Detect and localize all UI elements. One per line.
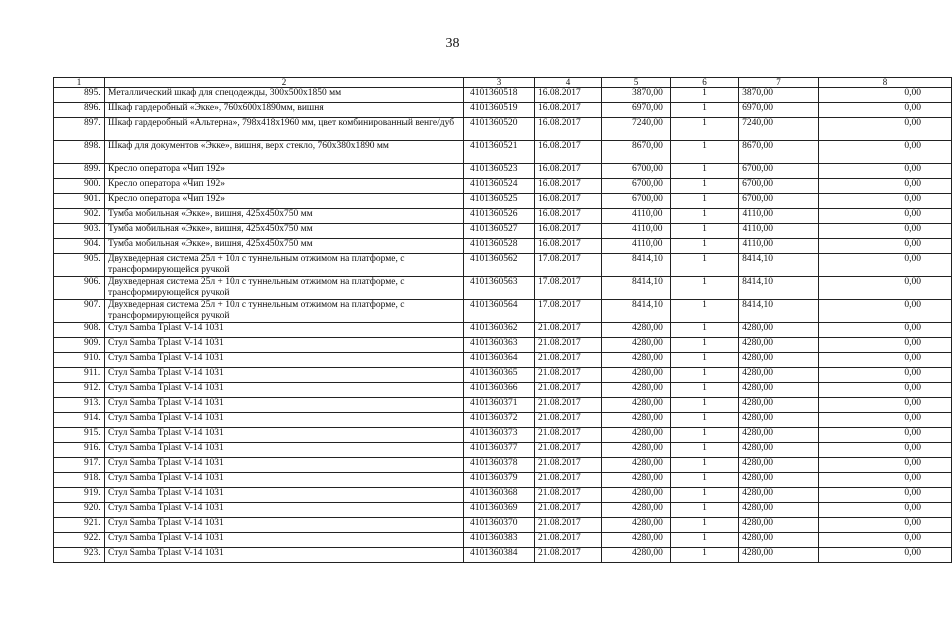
total-cost-cell: 4280,00 [739,503,819,518]
residual-value-cell: 0,00 [819,254,952,277]
row-number-cell: 906. [54,277,105,300]
row-number-cell: 896. [54,103,105,118]
residual-value-cell: 0,00 [819,503,952,518]
item-name-cell: Стул Samba Tplast V-14 1031 [105,413,464,428]
item-name-cell: Стул Samba Tplast V-14 1031 [105,503,464,518]
acceptance-date-cell: 21.08.2017 [535,428,602,443]
quantity-cell: 1 [671,428,739,443]
acceptance-date-cell: 17.08.2017 [535,277,602,300]
quantity-cell: 1 [671,224,739,239]
unit-price-cell: 4280,00 [602,428,671,443]
unit-price-cell: 6700,00 [602,164,671,179]
unit-price-cell: 4280,00 [602,398,671,413]
quantity-cell: 1 [671,254,739,277]
unit-price-cell: 4280,00 [602,548,671,563]
table-row [54,488,952,503]
column-header: 6 [671,78,739,88]
quantity-cell: 1 [671,141,739,164]
item-name-cell: Кресло оператора «Чип 192» [105,164,464,179]
acceptance-date-cell: 21.08.2017 [535,368,602,383]
row-number-cell: 919. [54,488,105,503]
table-row [54,209,952,224]
inventory-number-cell: 4101360526 [464,209,535,224]
acceptance-date-cell: 16.08.2017 [535,88,602,103]
table-row [54,383,952,398]
acceptance-date-cell: 17.08.2017 [535,300,602,323]
item-name-cell: Двухведерная система 25л + 10л с туннельным отжимом на платформе, с трансформирующейся ручкой [105,254,464,277]
item-name-cell: Двухведерная система 25л + 10л с туннельным отжимом на платформе, с трансформирующейся ручкой [105,300,464,323]
item-name-cell: Стул Samba Tplast V-14 1031 [105,338,464,353]
total-cost-cell: 4280,00 [739,383,819,398]
item-name-cell: Стул Samba Tplast V-14 1031 [105,533,464,548]
acceptance-date-cell: 21.08.2017 [535,383,602,398]
inventory-number-cell: 4101360525 [464,194,535,209]
residual-value-cell: 0,00 [819,383,952,398]
inventory-number-cell: 4101360371 [464,398,535,413]
table-row [54,88,952,103]
unit-price-cell: 4280,00 [602,383,671,398]
row-number-cell: 922. [54,533,105,548]
row-number-cell: 899. [54,164,105,179]
inventory-number-cell: 4101360362 [464,323,535,338]
row-number-cell: 903. [54,224,105,239]
residual-value-cell: 0,00 [819,323,952,338]
inventory-number-cell: 4101360521 [464,141,535,164]
quantity-cell: 1 [671,338,739,353]
total-cost-cell: 4280,00 [739,338,819,353]
total-cost-cell: 3870,00 [739,88,819,103]
item-name-cell: Стул Samba Tplast V-14 1031 [105,458,464,473]
residual-value-cell: 0,00 [819,413,952,428]
inventory-number-cell: 4101360518 [464,88,535,103]
unit-price-cell: 4280,00 [602,533,671,548]
table-row [54,548,952,563]
item-name-cell: Стул Samba Tplast V-14 1031 [105,383,464,398]
table-row [54,533,952,548]
table-row [54,141,952,164]
row-number-cell: 917. [54,458,105,473]
item-name-cell: Стул Samba Tplast V-14 1031 [105,368,464,383]
item-name-cell: Стул Samba Tplast V-14 1031 [105,398,464,413]
residual-value-cell: 0,00 [819,338,952,353]
table-row [54,300,952,323]
residual-value-cell: 0,00 [819,368,952,383]
acceptance-date-cell: 21.08.2017 [535,458,602,473]
row-number-cell: 912. [54,383,105,398]
unit-price-cell: 4280,00 [602,518,671,533]
acceptance-date-cell: 16.08.2017 [535,224,602,239]
residual-value-cell: 0,00 [819,488,952,503]
asset-register-table [53,77,952,563]
unit-price-cell: 4280,00 [602,443,671,458]
row-number-cell: 910. [54,353,105,368]
inventory-number-cell: 4101360372 [464,413,535,428]
acceptance-date-cell: 16.08.2017 [535,103,602,118]
table-row [54,254,952,277]
inventory-number-cell: 4101360527 [464,224,535,239]
total-cost-cell: 4280,00 [739,518,819,533]
total-cost-cell: 6700,00 [739,164,819,179]
column-header: 7 [739,78,819,88]
quantity-cell: 1 [671,209,739,224]
inventory-number-cell: 4101360528 [464,239,535,254]
quantity-cell: 1 [671,179,739,194]
total-cost-cell: 4280,00 [739,443,819,458]
acceptance-date-cell: 16.08.2017 [535,141,602,164]
total-cost-cell: 6700,00 [739,179,819,194]
row-number-cell: 909. [54,338,105,353]
item-name-cell: Тумба мобильная «Экке», вишня, 425x450x750 мм [105,209,464,224]
inventory-number-cell: 4101360377 [464,443,535,458]
table-row [54,239,952,254]
total-cost-cell: 8414,10 [739,300,819,323]
column-header: 8 [819,78,952,88]
item-name-cell: Стул Samba Tplast V-14 1031 [105,473,464,488]
acceptance-date-cell: 21.08.2017 [535,443,602,458]
table-row [54,428,952,443]
table-row [54,224,952,239]
item-name-cell: Двухведерная система 25л + 10л с туннельным отжимом на платформе, с трансформирующейся ручкой [105,277,464,300]
residual-value-cell: 0,00 [819,118,952,141]
total-cost-cell: 8414,10 [739,254,819,277]
unit-price-cell: 4110,00 [602,224,671,239]
residual-value-cell: 0,00 [819,179,952,194]
residual-value-cell: 0,00 [819,209,952,224]
inventory-number-cell: 4101360520 [464,118,535,141]
residual-value-cell: 0,00 [819,239,952,254]
unit-price-cell: 4280,00 [602,413,671,428]
inventory-number-cell: 4101360369 [464,503,535,518]
column-header: 3 [464,78,535,88]
unit-price-cell: 4280,00 [602,458,671,473]
row-number-cell: 911. [54,368,105,383]
table-row [54,277,952,300]
item-name-cell: Тумба мобильная «Экке», вишня, 425x450x750 мм [105,224,464,239]
inventory-number-cell: 4101360519 [464,103,535,118]
unit-price-cell: 8414,10 [602,254,671,277]
column-header: 4 [535,78,602,88]
acceptance-date-cell: 21.08.2017 [535,518,602,533]
quantity-cell: 1 [671,398,739,413]
residual-value-cell: 0,00 [819,428,952,443]
unit-price-cell: 4280,00 [602,473,671,488]
item-name-cell: Стул Samba Tplast V-14 1031 [105,488,464,503]
table-row [54,179,952,194]
total-cost-cell: 4280,00 [739,548,819,563]
residual-value-cell: 0,00 [819,458,952,473]
total-cost-cell: 7240,00 [739,118,819,141]
row-number-cell: 904. [54,239,105,254]
total-cost-cell: 4280,00 [739,473,819,488]
total-cost-cell: 4110,00 [739,209,819,224]
total-cost-cell: 8414,10 [739,277,819,300]
acceptance-date-cell: 21.08.2017 [535,398,602,413]
item-name-cell: Кресло оператора «Чип 192» [105,194,464,209]
item-name-cell: Тумба мобильная «Экке», вишня, 425x450x750 мм [105,239,464,254]
residual-value-cell: 0,00 [819,277,952,300]
total-cost-cell: 4280,00 [739,428,819,443]
inventory-number-cell: 4101360370 [464,518,535,533]
column-header: 1 [54,78,105,88]
unit-price-cell: 4280,00 [602,338,671,353]
unit-price-cell: 4110,00 [602,239,671,254]
total-cost-cell: 4280,00 [739,488,819,503]
inventory-number-cell: 4101360373 [464,428,535,443]
acceptance-date-cell: 21.08.2017 [535,488,602,503]
item-name-cell: Стул Samba Tplast V-14 1031 [105,443,464,458]
quantity-cell: 1 [671,164,739,179]
quantity-cell: 1 [671,194,739,209]
row-number-cell: 914. [54,413,105,428]
inventory-number-cell: 4101360564 [464,300,535,323]
inventory-number-cell: 4101360563 [464,277,535,300]
quantity-cell: 1 [671,533,739,548]
total-cost-cell: 6970,00 [739,103,819,118]
acceptance-date-cell: 21.08.2017 [535,503,602,518]
row-number-cell: 920. [54,503,105,518]
residual-value-cell: 0,00 [819,548,952,563]
quantity-cell: 1 [671,548,739,563]
row-number-cell: 921. [54,518,105,533]
unit-price-cell: 4280,00 [602,503,671,518]
item-name-cell: Стул Samba Tplast V-14 1031 [105,518,464,533]
unit-price-cell: 8670,00 [602,141,671,164]
residual-value-cell: 0,00 [819,443,952,458]
total-cost-cell: 6700,00 [739,194,819,209]
row-number-cell: 907. [54,300,105,323]
total-cost-cell: 4280,00 [739,413,819,428]
unit-price-cell: 6700,00 [602,179,671,194]
total-cost-cell: 4110,00 [739,239,819,254]
unit-price-cell: 8414,10 [602,277,671,300]
inventory-number-cell: 4101360562 [464,254,535,277]
row-number-cell: 918. [54,473,105,488]
acceptance-date-cell: 21.08.2017 [535,353,602,368]
quantity-cell: 1 [671,118,739,141]
unit-price-cell: 3870,00 [602,88,671,103]
unit-price-cell: 4280,00 [602,323,671,338]
row-number-cell: 915. [54,428,105,443]
inventory-number-cell: 4101360366 [464,383,535,398]
table-row [54,118,952,141]
inventory-number-cell: 4101360383 [464,533,535,548]
inventory-number-cell: 4101360523 [464,164,535,179]
column-number-row [54,78,952,88]
acceptance-date-cell: 21.08.2017 [535,548,602,563]
table-row [54,338,952,353]
acceptance-date-cell: 21.08.2017 [535,338,602,353]
row-number-cell: 902. [54,209,105,224]
unit-price-cell: 4280,00 [602,353,671,368]
quantity-cell: 1 [671,300,739,323]
row-number-cell: 923. [54,548,105,563]
unit-price-cell: 4280,00 [602,488,671,503]
quantity-cell: 1 [671,368,739,383]
acceptance-date-cell: 16.08.2017 [535,118,602,141]
table-row [54,443,952,458]
quantity-cell: 1 [671,413,739,428]
table-row [54,194,952,209]
row-number-cell: 898. [54,141,105,164]
residual-value-cell: 0,00 [819,141,952,164]
table-row [54,473,952,488]
row-number-cell: 916. [54,443,105,458]
row-number-cell: 897. [54,118,105,141]
column-header: 2 [105,78,464,88]
table-row [54,458,952,473]
inventory-number-cell: 4101360379 [464,473,535,488]
item-name-cell: Шкаф для документов «Экке», вишня, верх стекло, 760x380x1890 мм [105,141,464,164]
total-cost-cell: 4280,00 [739,368,819,383]
row-number-cell: 913. [54,398,105,413]
table-row [54,503,952,518]
inventory-number-cell: 4101360364 [464,353,535,368]
page-number: 38 [445,36,460,51]
item-name-cell: Стул Samba Tplast V-14 1031 [105,323,464,338]
row-number-cell: 905. [54,254,105,277]
table-row [54,368,952,383]
residual-value-cell: 0,00 [819,224,952,239]
residual-value-cell: 0,00 [819,473,952,488]
table-row [54,413,952,428]
quantity-cell: 1 [671,518,739,533]
inventory-number-cell: 4101360365 [464,368,535,383]
item-name-cell: Металлический шкаф для спецодежды, 300x500x1850 мм [105,88,464,103]
table-row [54,323,952,338]
quantity-cell: 1 [671,443,739,458]
quantity-cell: 1 [671,88,739,103]
item-name-cell: Шкаф гардеробный «Альтерна», 798x418x1960 мм, цвет комбинированный венге/дуб [105,118,464,141]
total-cost-cell: 4280,00 [739,353,819,368]
unit-price-cell: 7240,00 [602,118,671,141]
acceptance-date-cell: 21.08.2017 [535,413,602,428]
column-header: 5 [602,78,671,88]
quantity-cell: 1 [671,103,739,118]
row-number-cell: 895. [54,88,105,103]
acceptance-date-cell: 21.08.2017 [535,533,602,548]
inventory-number-cell: 4101360368 [464,488,535,503]
unit-price-cell: 4280,00 [602,368,671,383]
quantity-cell: 1 [671,458,739,473]
row-number-cell: 908. [54,323,105,338]
item-name-cell: Стул Samba Tplast V-14 1031 [105,548,464,563]
row-number-cell: 900. [54,179,105,194]
acceptance-date-cell: 21.08.2017 [535,473,602,488]
table-row [54,103,952,118]
residual-value-cell: 0,00 [819,398,952,413]
total-cost-cell: 4280,00 [739,323,819,338]
total-cost-cell: 4280,00 [739,398,819,413]
quantity-cell: 1 [671,488,739,503]
quantity-cell: 1 [671,503,739,518]
acceptance-date-cell: 16.08.2017 [535,194,602,209]
residual-value-cell: 0,00 [819,194,952,209]
residual-value-cell: 0,00 [819,300,952,323]
total-cost-cell: 4280,00 [739,458,819,473]
unit-price-cell: 8414,10 [602,300,671,323]
table-row [54,353,952,368]
unit-price-cell: 6700,00 [602,194,671,209]
total-cost-cell: 4280,00 [739,533,819,548]
quantity-cell: 1 [671,277,739,300]
quantity-cell: 1 [671,353,739,368]
item-name-cell: Стул Samba Tplast V-14 1031 [105,353,464,368]
total-cost-cell: 8670,00 [739,141,819,164]
table-body [54,88,952,563]
residual-value-cell: 0,00 [819,88,952,103]
inventory-number-cell: 4101360378 [464,458,535,473]
residual-value-cell: 0,00 [819,518,952,533]
inventory-number-cell: 4101360384 [464,548,535,563]
table-row [54,518,952,533]
item-name-cell: Кресло оператора «Чип 192» [105,179,464,194]
acceptance-date-cell: 16.08.2017 [535,239,602,254]
unit-price-cell: 6970,00 [602,103,671,118]
row-number-cell: 901. [54,194,105,209]
inventory-number-cell: 4101360363 [464,338,535,353]
table-row [54,398,952,413]
acceptance-date-cell: 17.08.2017 [535,254,602,277]
unit-price-cell: 4110,00 [602,209,671,224]
residual-value-cell: 0,00 [819,533,952,548]
residual-value-cell: 0,00 [819,353,952,368]
residual-value-cell: 0,00 [819,164,952,179]
item-name-cell: Стул Samba Tplast V-14 1031 [105,428,464,443]
item-name-cell: Шкаф гардеробный «Экке», 760x600x1890мм, вишня [105,103,464,118]
quantity-cell: 1 [671,239,739,254]
table-row [54,164,952,179]
quantity-cell: 1 [671,323,739,338]
residual-value-cell: 0,00 [819,103,952,118]
quantity-cell: 1 [671,473,739,488]
quantity-cell: 1 [671,383,739,398]
acceptance-date-cell: 16.08.2017 [535,179,602,194]
acceptance-date-cell: 21.08.2017 [535,323,602,338]
total-cost-cell: 4110,00 [739,224,819,239]
acceptance-date-cell: 16.08.2017 [535,164,602,179]
acceptance-date-cell: 16.08.2017 [535,209,602,224]
inventory-number-cell: 4101360524 [464,179,535,194]
